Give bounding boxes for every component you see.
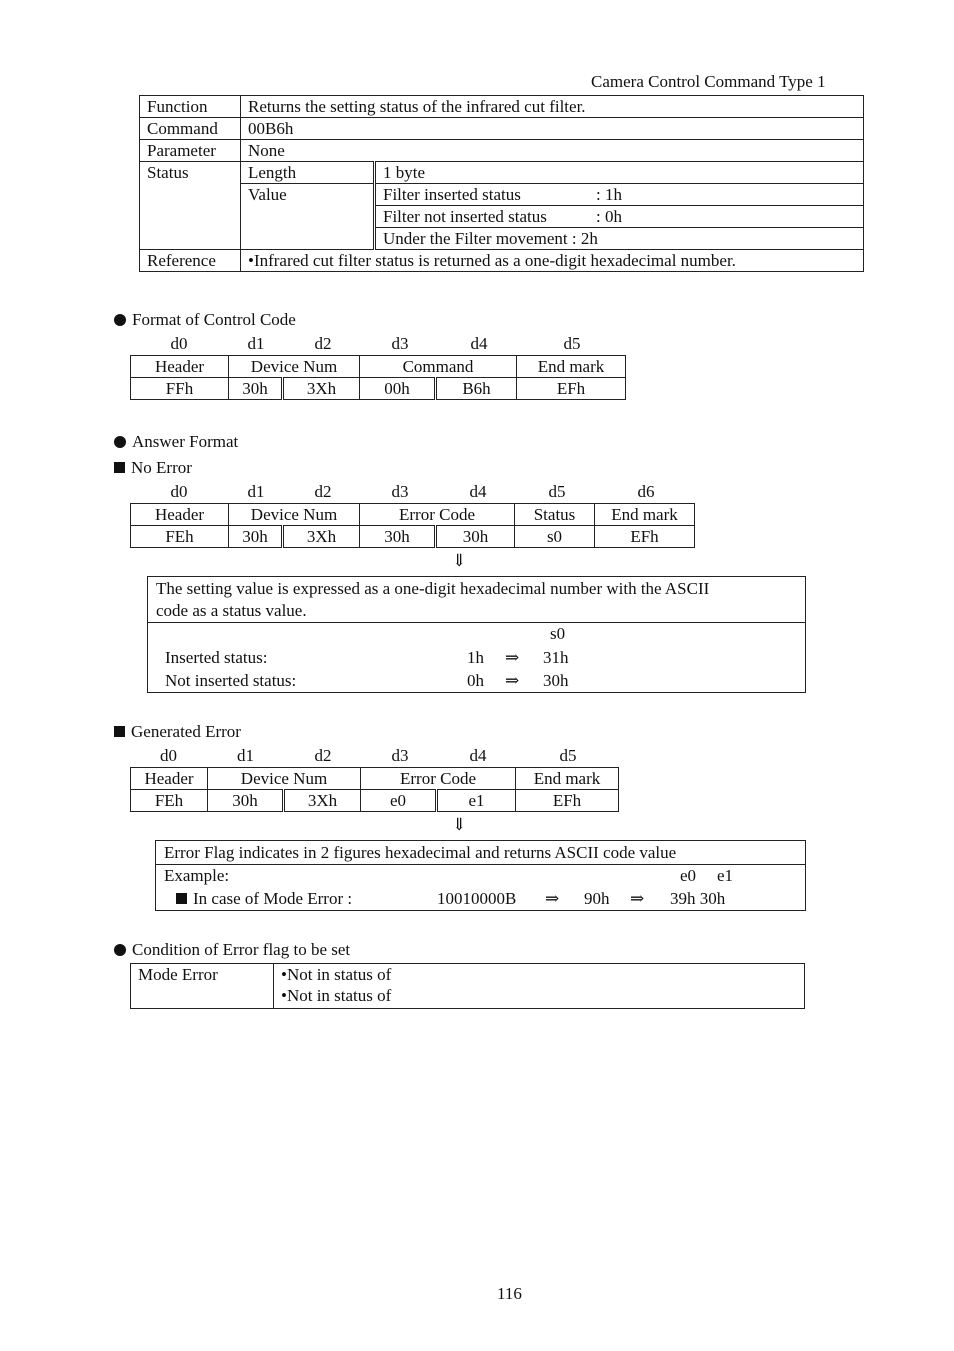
- cc-byte-d2: d2: [314, 334, 332, 353]
- ge-case-label-text: In case of Mode Error :: [193, 889, 353, 908]
- ne-byte-d2: d2: [314, 482, 332, 501]
- cc-header-cell: Header: [131, 356, 229, 378]
- ge-e0-label: e0: [680, 866, 697, 885]
- cc-value-d1: 30h: [229, 378, 283, 400]
- ne-note-line2: code as a status value.: [156, 601, 307, 620]
- square-bullet-icon: [114, 726, 125, 737]
- down-arrow-icon: ⇓: [452, 815, 467, 834]
- ne-value-d2: 3Xh: [283, 526, 360, 548]
- ge-byte-d0: d0: [160, 746, 177, 765]
- cc-byte-d0: d0: [170, 334, 188, 353]
- value-row-1: [375, 184, 864, 206]
- ge-byte-d3: d3: [391, 746, 409, 765]
- condition-line-1: •Not in status of: [281, 965, 392, 984]
- ne-row2-label: Not inserted status:: [165, 671, 297, 690]
- function-value: Returns the setting status of the infrared cut filter.: [241, 96, 864, 118]
- ge-example-label: Example:: [164, 866, 230, 885]
- control-code-heading: [114, 310, 296, 330]
- no-error-heading: [114, 458, 192, 478]
- ge-value-d2: 3Xh: [284, 790, 361, 812]
- ne-s0-label: s0: [550, 624, 566, 643]
- ge-devicenum-cell: Device Num: [208, 768, 361, 790]
- answer-format-heading: [114, 432, 238, 452]
- control-code-heading-text: Format of Control Code: [132, 310, 296, 329]
- ne-byte-d4: d4: [469, 482, 487, 501]
- ne-row1-ascii: 31h: [543, 648, 569, 667]
- ne-byte-d5: d5: [548, 482, 566, 501]
- ne-errorcode-cell: Error Code: [360, 504, 515, 526]
- ne-devicenum-cell: Device Num: [229, 504, 360, 526]
- condition-label: Mode Error: [131, 964, 274, 1009]
- no-error-heading-text: No Error: [131, 458, 192, 477]
- ne-value-d3: 30h: [360, 526, 436, 548]
- ge-byte-d2: d2: [314, 746, 332, 765]
- down-arrow-icon: ⇓: [452, 551, 467, 570]
- condition-heading: [114, 940, 350, 960]
- answer-format-heading-text: Answer Format: [132, 432, 239, 451]
- length-value: 1 byte: [375, 162, 864, 184]
- ge-byte-d5: d5: [559, 746, 577, 765]
- bullet-icon: [114, 944, 126, 956]
- cc-value-d2: 3Xh: [283, 378, 360, 400]
- command-label: Command: [140, 118, 241, 140]
- value-row-2: [375, 206, 864, 228]
- ge-e1-label: e1: [717, 866, 734, 885]
- square-bullet-icon: [114, 462, 125, 473]
- ge-case-ascii: 39h 30h: [670, 889, 726, 908]
- condition-line-2: •Not in status of: [281, 986, 392, 1005]
- ge-note-divider: [156, 864, 805, 865]
- reference-value: •Infrared cut filter status is returned as a one-digit hexadecimal number.: [241, 250, 864, 272]
- spec-table: [139, 95, 864, 272]
- ne-byte-d3: d3: [391, 482, 409, 501]
- ge-value-d4: e1: [437, 790, 516, 812]
- ne-value-d5: s0: [515, 526, 595, 548]
- ne-value-d0: FEh: [131, 526, 229, 548]
- ne-row2-ascii: 30h: [543, 671, 569, 690]
- cc-endmark-cell: End mark: [517, 356, 626, 378]
- value-row-2-code: : 0h: [596, 207, 622, 226]
- ne-row1-hex: 1h: [467, 648, 484, 667]
- cc-byte-d3: d3: [391, 334, 409, 353]
- cc-byte-d1: d1: [247, 334, 265, 353]
- value-row-2-text: Filter not inserted status: [383, 207, 547, 226]
- cc-value-d0: FFh: [131, 378, 229, 400]
- square-bullet-icon: [176, 893, 187, 904]
- ne-row2-hex: 0h: [467, 671, 484, 690]
- ge-note-line: Error Flag indicates in 2 figures hexadecimal and returns ASCII code value: [164, 843, 677, 862]
- cc-value-d5: EFh: [517, 378, 626, 400]
- condition-table: [130, 963, 805, 1009]
- no-error-note-box: [147, 576, 806, 693]
- status-label: Status: [140, 162, 241, 250]
- length-label: Length: [241, 162, 375, 184]
- ge-endmark-cell: End mark: [516, 768, 619, 790]
- generated-error-note-box: [155, 840, 806, 911]
- ne-value-d1: 30h: [229, 526, 283, 548]
- ne-endmark-cell: End mark: [595, 504, 695, 526]
- ne-header-cell: Header: [131, 504, 229, 526]
- ge-byte-d4: d4: [469, 746, 487, 765]
- cc-value-d4: B6h: [436, 378, 517, 400]
- ge-header-cell: Header: [131, 768, 208, 790]
- ge-value-d0: FEh: [131, 790, 208, 812]
- right-arrow-icon: ⇒: [630, 889, 645, 908]
- cc-byte-d5: d5: [563, 334, 581, 353]
- condition-lines: [274, 964, 805, 1009]
- ge-case-label: [176, 889, 352, 909]
- ge-case-hex: 90h: [584, 889, 610, 908]
- cc-devicenum-cell: Device Num: [229, 356, 360, 378]
- parameter-label: Parameter: [140, 140, 241, 162]
- value-row-3: Under the Filter movement : 2h: [375, 228, 864, 250]
- ne-status-cell: Status: [515, 504, 595, 526]
- ne-byte-d6: d6: [637, 482, 655, 501]
- generated-error-heading-text: Generated Error: [131, 722, 241, 741]
- ne-value-d6: EFh: [595, 526, 695, 548]
- control-code-table: [130, 355, 626, 400]
- page-number: 116: [497, 1284, 522, 1303]
- ne-row1-label: Inserted status:: [165, 648, 268, 667]
- right-arrow-icon: ⇒: [545, 889, 560, 908]
- ge-value-d5: EFh: [516, 790, 619, 812]
- ge-case-binary: 10010000B: [437, 889, 517, 908]
- ne-note-divider: [148, 622, 805, 623]
- ge-value-d3: e0: [361, 790, 437, 812]
- page-header-title: Camera Control Command Type 1: [591, 72, 826, 91]
- ne-note-line1: The setting value is expressed as a one-digit hexadecimal number with the ASCII: [156, 579, 710, 598]
- right-arrow-icon: ⇒: [505, 648, 520, 667]
- ge-errorcode-cell: Error Code: [361, 768, 516, 790]
- ge-value-d1: 30h: [208, 790, 284, 812]
- reference-label: Reference: [140, 250, 241, 272]
- value-row-1-code: : 1h: [596, 185, 622, 204]
- ne-byte-d0: d0: [170, 482, 188, 501]
- generated-error-heading: [114, 722, 241, 742]
- value-label: Value: [241, 184, 375, 250]
- no-error-table: [130, 503, 695, 548]
- ne-byte-d1: d1: [247, 482, 265, 501]
- right-arrow-icon: ⇒: [505, 671, 520, 690]
- parameter-value: None: [241, 140, 864, 162]
- ge-byte-d1: d1: [237, 746, 254, 765]
- bullet-icon: [114, 436, 126, 448]
- generated-error-table: [130, 767, 619, 812]
- bullet-icon: [114, 314, 126, 326]
- function-label: Function: [140, 96, 241, 118]
- cc-command-cell: Command: [360, 356, 517, 378]
- condition-heading-text: Condition of Error flag to be set: [132, 940, 351, 959]
- cc-byte-d4: d4: [470, 334, 488, 353]
- cc-value-d3: 00h: [360, 378, 436, 400]
- value-row-1-text: Filter inserted status: [383, 185, 521, 204]
- command-value: 00B6h: [241, 118, 864, 140]
- ne-value-d4: 30h: [436, 526, 515, 548]
